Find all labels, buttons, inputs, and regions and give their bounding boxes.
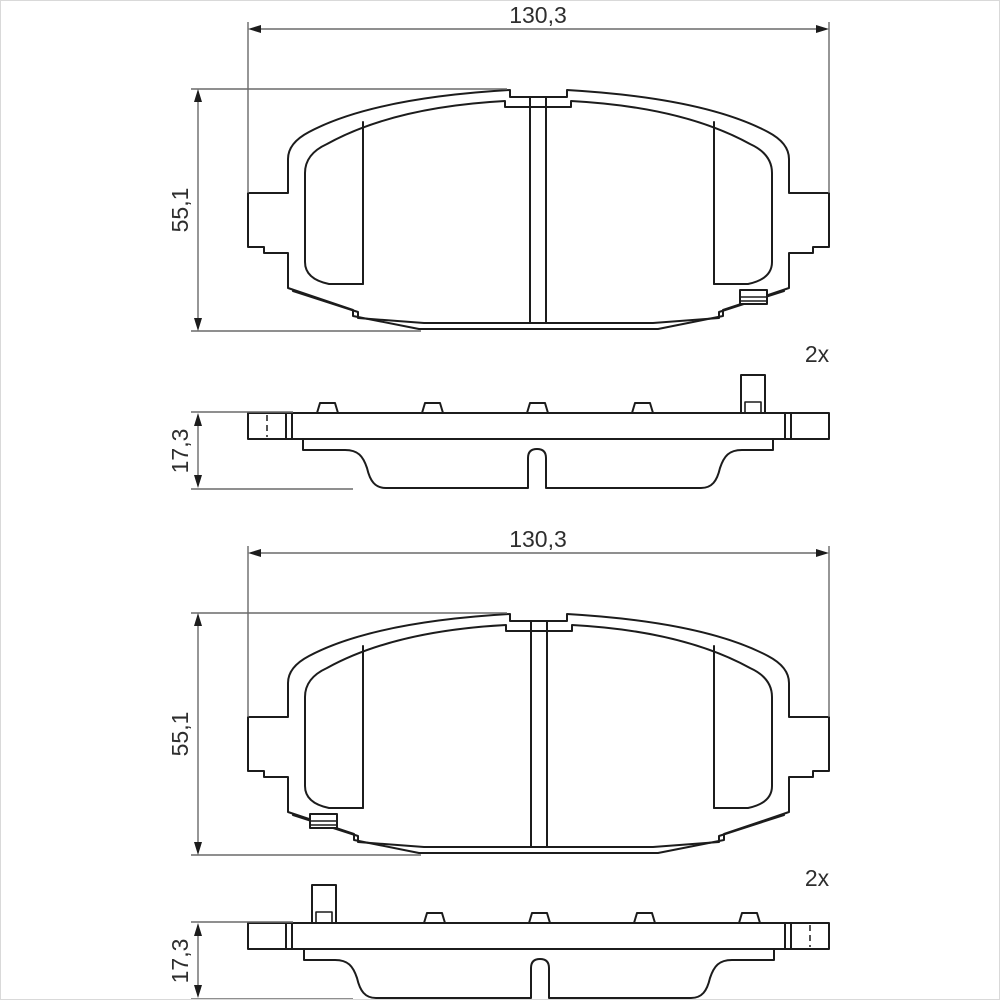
pad-edge-view-top [248, 375, 829, 488]
arrowhead-down [194, 318, 202, 331]
quantity-label-top: 2x [804, 341, 830, 367]
drawing-top [167, 2, 830, 489]
drawing-bottom [167, 526, 830, 999]
arrowhead-down [194, 842, 202, 855]
arrowhead-right [816, 549, 829, 557]
arrowhead-down [194, 475, 202, 488]
height-dimension-label: 55,1 [167, 187, 193, 233]
height-dimension-label: 55,1 [167, 711, 193, 757]
height-dimension-top [167, 89, 507, 331]
pad-front-view-bottom [248, 614, 829, 853]
arrowhead-up [194, 923, 202, 936]
width-dimension-label: 130,3 [509, 526, 567, 552]
thickness-dimension-label: 17,3 [167, 938, 193, 984]
arrowhead-up [194, 613, 202, 626]
width-dimension-label: 130,3 [509, 2, 567, 28]
arrowhead-up [194, 89, 202, 102]
arrowhead-down [194, 985, 202, 998]
arrowhead-right [816, 25, 829, 33]
brake-pad-technical-drawing [1, 1, 1000, 1000]
pad-edge-view-bottom [248, 885, 829, 998]
thickness-dimension-label: 17,3 [167, 428, 193, 474]
arrowhead-up [194, 413, 202, 426]
quantity-label-bottom: 2x [804, 865, 830, 891]
arrowhead-left [248, 25, 261, 33]
arrowhead-left [248, 549, 261, 557]
pad-front-view-top [248, 90, 829, 329]
